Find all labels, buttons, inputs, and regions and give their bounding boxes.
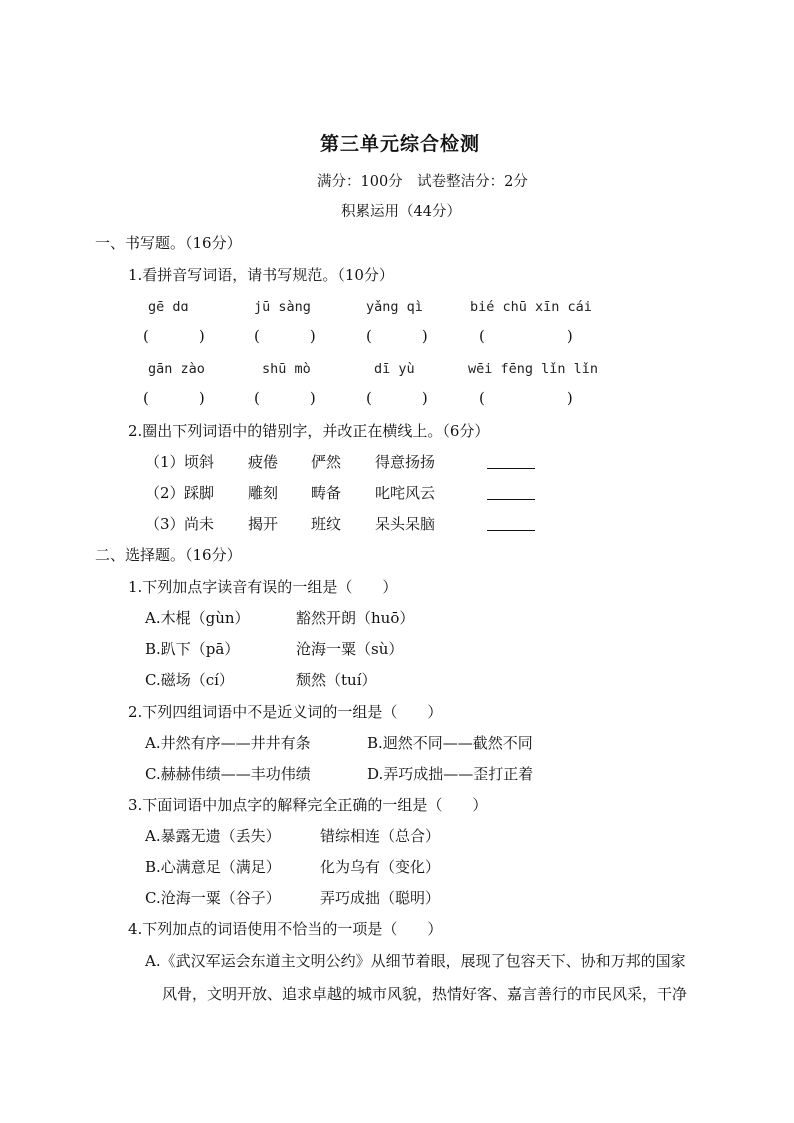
part-title: 积累运用（44分） <box>341 204 461 220</box>
q2-row1-word2: 疲倦 <box>248 453 279 471</box>
s2q4-opt-a-line2: 风骨，文明开放、追求卓越的城市风貌，热情好客、嘉言善行的市民风采，干净 <box>162 985 688 1003</box>
s2q3-opt-a: A.暴露无遗（丢失） <box>145 827 281 845</box>
correction-line-1[interactable] <box>487 468 535 469</box>
q2-row2-label: （2） <box>145 484 185 502</box>
answer-box-2[interactable]: ( ) <box>254 327 316 345</box>
s2q2-opt-a: A.井然有序——井井有条 <box>145 734 311 752</box>
section2-heading: 二、选择题。（16分） <box>95 546 242 564</box>
s2q1-opt-a: A.木棍（gùn） <box>145 609 250 627</box>
q2-row3-word1: 尚未 <box>184 515 215 533</box>
correction-line-3[interactable] <box>487 530 535 531</box>
correction-line-2[interactable] <box>487 499 535 500</box>
s2q2-opt-b: B.迥然不同——截然不同 <box>367 734 533 752</box>
s2q1-opt-c: C.磁场（cí） <box>145 671 234 689</box>
pinyin-4: bié chū xīn cái <box>470 299 592 315</box>
s2q3-opt-c: C.沧海一粟（谷子） <box>145 889 281 907</box>
s2q2-opt-d: D.弄巧成拙——歪打正着 <box>367 765 534 783</box>
q2-row2-word3: 畴备 <box>311 484 342 502</box>
answer-box-5[interactable]: ( ) <box>143 389 205 407</box>
pinyin-5: gān zào <box>148 361 205 377</box>
pinyin-2: jū sàng <box>254 299 311 315</box>
q2-prompt: 2.圈出下列词语中的错别字，并改正在横线上。（6分） <box>128 422 490 440</box>
s2q3-opt-c2: 弄巧成拙（聪明） <box>320 889 441 907</box>
q2-row1-label: （1） <box>145 453 185 471</box>
q2-row1-word4: 得意扬扬 <box>375 453 436 471</box>
s2q3-prompt: 3.下面词语中加点字的解释完全正确的一组是（ ） <box>128 796 488 814</box>
score-info: 满分：100分 试卷整洁分：2分 <box>317 174 528 190</box>
s2q4-prompt: 4.下列加点的词语使用不恰当的一项是（ ） <box>128 920 443 938</box>
s2q1-prompt: 1.下列加点字读音有误的一组是（ ） <box>128 578 398 596</box>
q2-row3-label: （3） <box>145 515 185 533</box>
s2q4-opt-a-line1: A.《武汉军运会东道主文明公约》从细节着眼，展现了包容天下、协和万邦的国家 <box>145 952 686 970</box>
pinyin-6: shū mò <box>262 361 311 377</box>
q2-row3-word3: 班纹 <box>311 515 342 533</box>
pinyin-3: yǎng qì <box>366 299 423 315</box>
s2q2-opt-c: C.赫赫伟绩——丰功伟绩 <box>145 765 311 783</box>
q1-prompt: 1.看拼音写词语，请书写规范。（10分） <box>128 266 394 284</box>
pinyin-8: wēi fēng lǐn lǐn <box>468 361 599 377</box>
q2-row2-word4: 叱咤风云 <box>375 484 436 502</box>
answer-box-7[interactable]: ( ) <box>366 389 428 407</box>
s2q3-opt-a2: 错综相连（总合） <box>320 827 441 845</box>
q2-row3-word4: 呆头呆脑 <box>375 515 436 533</box>
answer-box-8[interactable]: ( ) <box>479 389 573 407</box>
pinyin-1: gē dɑ <box>148 299 189 315</box>
q2-row1-word1: 顷斜 <box>184 453 215 471</box>
s2q3-opt-b2: 化为乌有（变化） <box>320 858 441 876</box>
pinyin-7: dī yù <box>374 361 415 377</box>
s2q3-opt-b: B.心满意足（满足） <box>145 858 281 876</box>
s2q1-opt-a2: 豁然开朗（huō） <box>296 609 415 627</box>
q2-row2-word2: 雕刻 <box>248 484 279 502</box>
section1-heading: 一、书写题。（16分） <box>95 234 242 252</box>
answer-box-1[interactable]: ( ) <box>143 327 205 345</box>
q2-row1-word3: 俨然 <box>311 453 342 471</box>
answer-box-3[interactable]: ( ) <box>366 327 428 345</box>
answer-box-4[interactable]: ( ) <box>479 327 573 345</box>
q2-row2-word1: 踩脚 <box>184 484 215 502</box>
page-title: 第三单元综合检测 <box>320 133 481 155</box>
s2q2-prompt: 2.下列四组词语中不是近义词的一组是（ ） <box>128 703 443 721</box>
s2q1-opt-c2: 颓然（tuí） <box>296 671 377 689</box>
q2-row3-word2: 揭开 <box>248 515 279 533</box>
answer-box-6[interactable]: ( ) <box>254 389 316 407</box>
s2q1-opt-b: B.趴下（pā） <box>145 640 240 658</box>
s2q1-opt-b2: 沧海一粟（sù） <box>296 640 404 658</box>
